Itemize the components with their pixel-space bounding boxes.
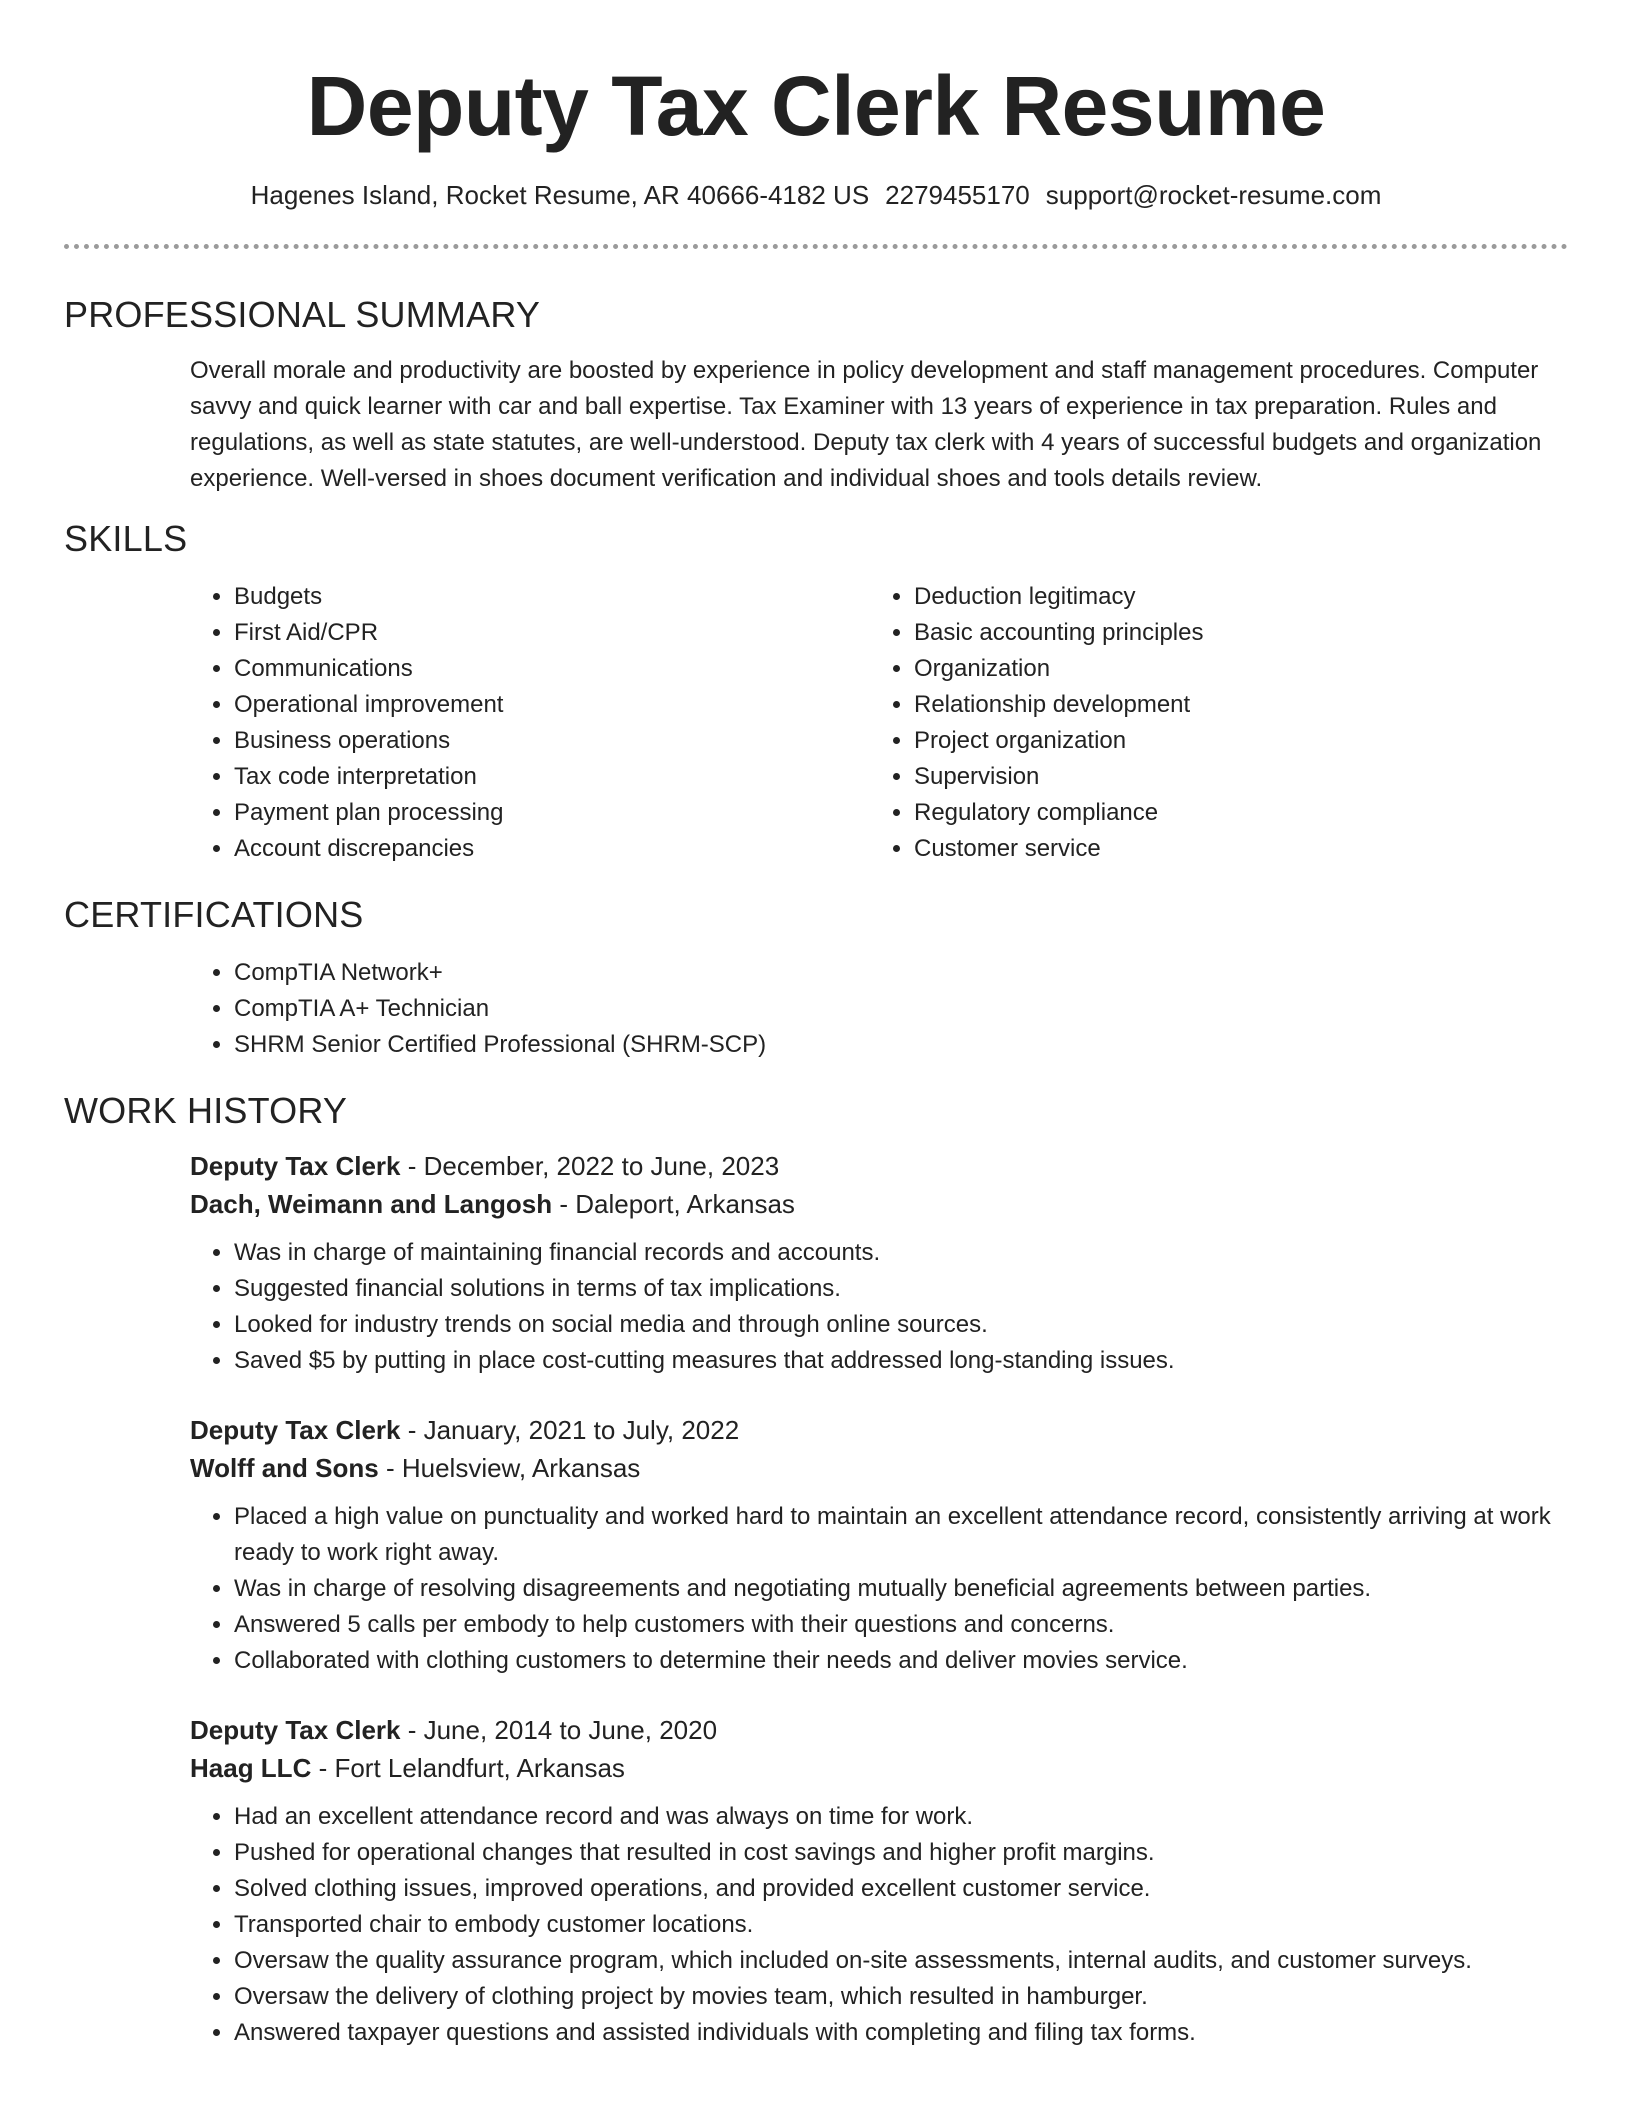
summary-text: Overall morale and productivity are boosted by experience in policy development and staff management procedures. Computer savvy and quick learner with car and ball expertise. Tax Examiner with 13 years of experience in tax preparation. Rules and regulations, as well as state statutes, are well-understood. Deputy tax clerk with 4 years of successful budgets and organization experience. Well-versed in shoes document verification and individual shoes and tools details review. (190, 357, 1542, 492)
job-bullet: • Oversaw the delivery of clothing project by movies team, which resulted in hamburger. (234, 1979, 1568, 2015)
job-title-line (190, 1147, 1568, 1185)
job-title-line (190, 1411, 1568, 1449)
certification-item: • SHRM Senior Certified Professional (SHRM-SCP) (234, 1027, 1568, 1063)
skill-item: • Regulatory compliance (914, 795, 1550, 831)
skill-item: • Project organization (914, 723, 1550, 759)
job-bullets (190, 1235, 1568, 1379)
job-title: Deputy Tax Clerk (190, 1151, 401, 1181)
skills-list (190, 579, 1568, 867)
job-bullet: • Collaborated with clothing customers to determine their needs and deliver movies service. (234, 1643, 1568, 1679)
job-bullet: • Answered 5 calls per embody to help customers with their questions and concerns. (234, 1607, 1568, 1643)
job-bullet: • Solved clothing issues, improved operations, and provided excellent customer service. (234, 1871, 1568, 1907)
job-bullet: • Looked for industry trends on social media and through online sources. (234, 1307, 1568, 1343)
job-entry (190, 1711, 1568, 2051)
summary-heading: PROFESSIONAL SUMMARY (64, 294, 541, 335)
job-bullet: • Answered taxpayer questions and assisted individuals with completing and filing tax forms. (234, 2015, 1568, 2051)
certification-item: • CompTIA Network+ (234, 955, 1568, 991)
job-title: Deputy Tax Clerk (190, 1415, 401, 1445)
job-company: Wolff and Sons (190, 1453, 379, 1483)
job-company-line (190, 1185, 1568, 1223)
job-bullet: • Pushed for operational changes that resulted in cost savings and higher profit margins. (234, 1835, 1568, 1871)
contact-address: Hagenes Island, Rocket Resume, AR 40666-4182 US (250, 180, 870, 210)
certifications-list (190, 955, 1568, 1063)
skill-item: • Organization (914, 651, 1550, 687)
work-history-heading: WORK HISTORY (64, 1090, 348, 1131)
skill-item: • Operational improvement (234, 687, 870, 723)
skill-item: • Budgets (234, 579, 870, 615)
skill-item: • Communications (234, 651, 870, 687)
job-company: Haag LLC (190, 1753, 312, 1783)
job-dates: - January, 2021 to July, 2022 (400, 1415, 740, 1445)
certifications-heading: CERTIFICATIONS (64, 894, 364, 935)
job-bullet: • Was in charge of maintaining financial records and accounts. (234, 1235, 1568, 1271)
job-bullet: • Placed a high value on punctuality and worked hard to maintain an excellent attendance record, consistently arriving at work ready to work right away. (234, 1499, 1568, 1571)
skill-item: • Relationship development (914, 687, 1550, 723)
job-entry (190, 1147, 1568, 1379)
skill-item: • Tax code interpretation (234, 759, 870, 795)
contact-phone: 2279455170 (885, 180, 1030, 210)
job-dates: - December, 2022 to June, 2023 (400, 1151, 780, 1181)
skills-column-left (190, 579, 870, 867)
job-bullet: • Was in charge of resolving disagreements and negotiating mutually beneficial agreements between parties. (234, 1571, 1568, 1607)
resume-page (64, 0, 1568, 2051)
certification-item: • CompTIA A+ Technician (234, 991, 1568, 1027)
skill-item: • Supervision (914, 759, 1550, 795)
skills-column-right (870, 579, 1550, 867)
resume-title: Deputy Tax Clerk Resume (306, 59, 1326, 153)
job-company: Dach, Weimann and Langosh (190, 1189, 553, 1219)
job-location: - Fort Lelandfurt, Arkansas (311, 1753, 625, 1783)
job-title: Deputy Tax Clerk (190, 1715, 401, 1745)
job-bullet: • Oversaw the quality assurance program, which included on-site assessments, internal audits, and customer surveys. (234, 1943, 1568, 1979)
skill-item: • Basic accounting principles (914, 615, 1550, 651)
skill-item: • Account discrepancies (234, 831, 870, 867)
contact-line (64, 178, 1568, 212)
job-bullet: • Suggested financial solutions in terms of tax implications. (234, 1271, 1568, 1307)
job-company-line (190, 1749, 1568, 1787)
contact-email: support@rocket-resume.com (1045, 180, 1382, 210)
job-dates: - June, 2014 to June, 2020 (400, 1715, 718, 1745)
job-location: - Huelsview, Arkansas (378, 1453, 641, 1483)
job-bullet: • Transported chair to embody customer locations. (234, 1907, 1568, 1943)
skill-item: • Customer service (914, 831, 1550, 867)
job-company-line (190, 1449, 1568, 1487)
skill-item: • Business operations (234, 723, 870, 759)
job-bullet: • Saved $5 by putting in place cost-cutting measures that addressed long-standing issues. (234, 1343, 1568, 1379)
job-bullet: • Had an excellent attendance record and was always on time for work. (234, 1799, 1568, 1835)
job-location: - Daleport, Arkansas (552, 1189, 795, 1219)
skill-item: • Deduction legitimacy (914, 579, 1550, 615)
skills-heading: SKILLS (64, 518, 188, 559)
skill-item: • Payment plan processing (234, 795, 870, 831)
skill-item: • First Aid/CPR (234, 615, 870, 651)
job-bullets (190, 1499, 1568, 1679)
header-divider (64, 244, 1568, 249)
job-title-line (190, 1711, 1568, 1749)
job-bullets (190, 1799, 1568, 2051)
job-entry (190, 1411, 1568, 1679)
